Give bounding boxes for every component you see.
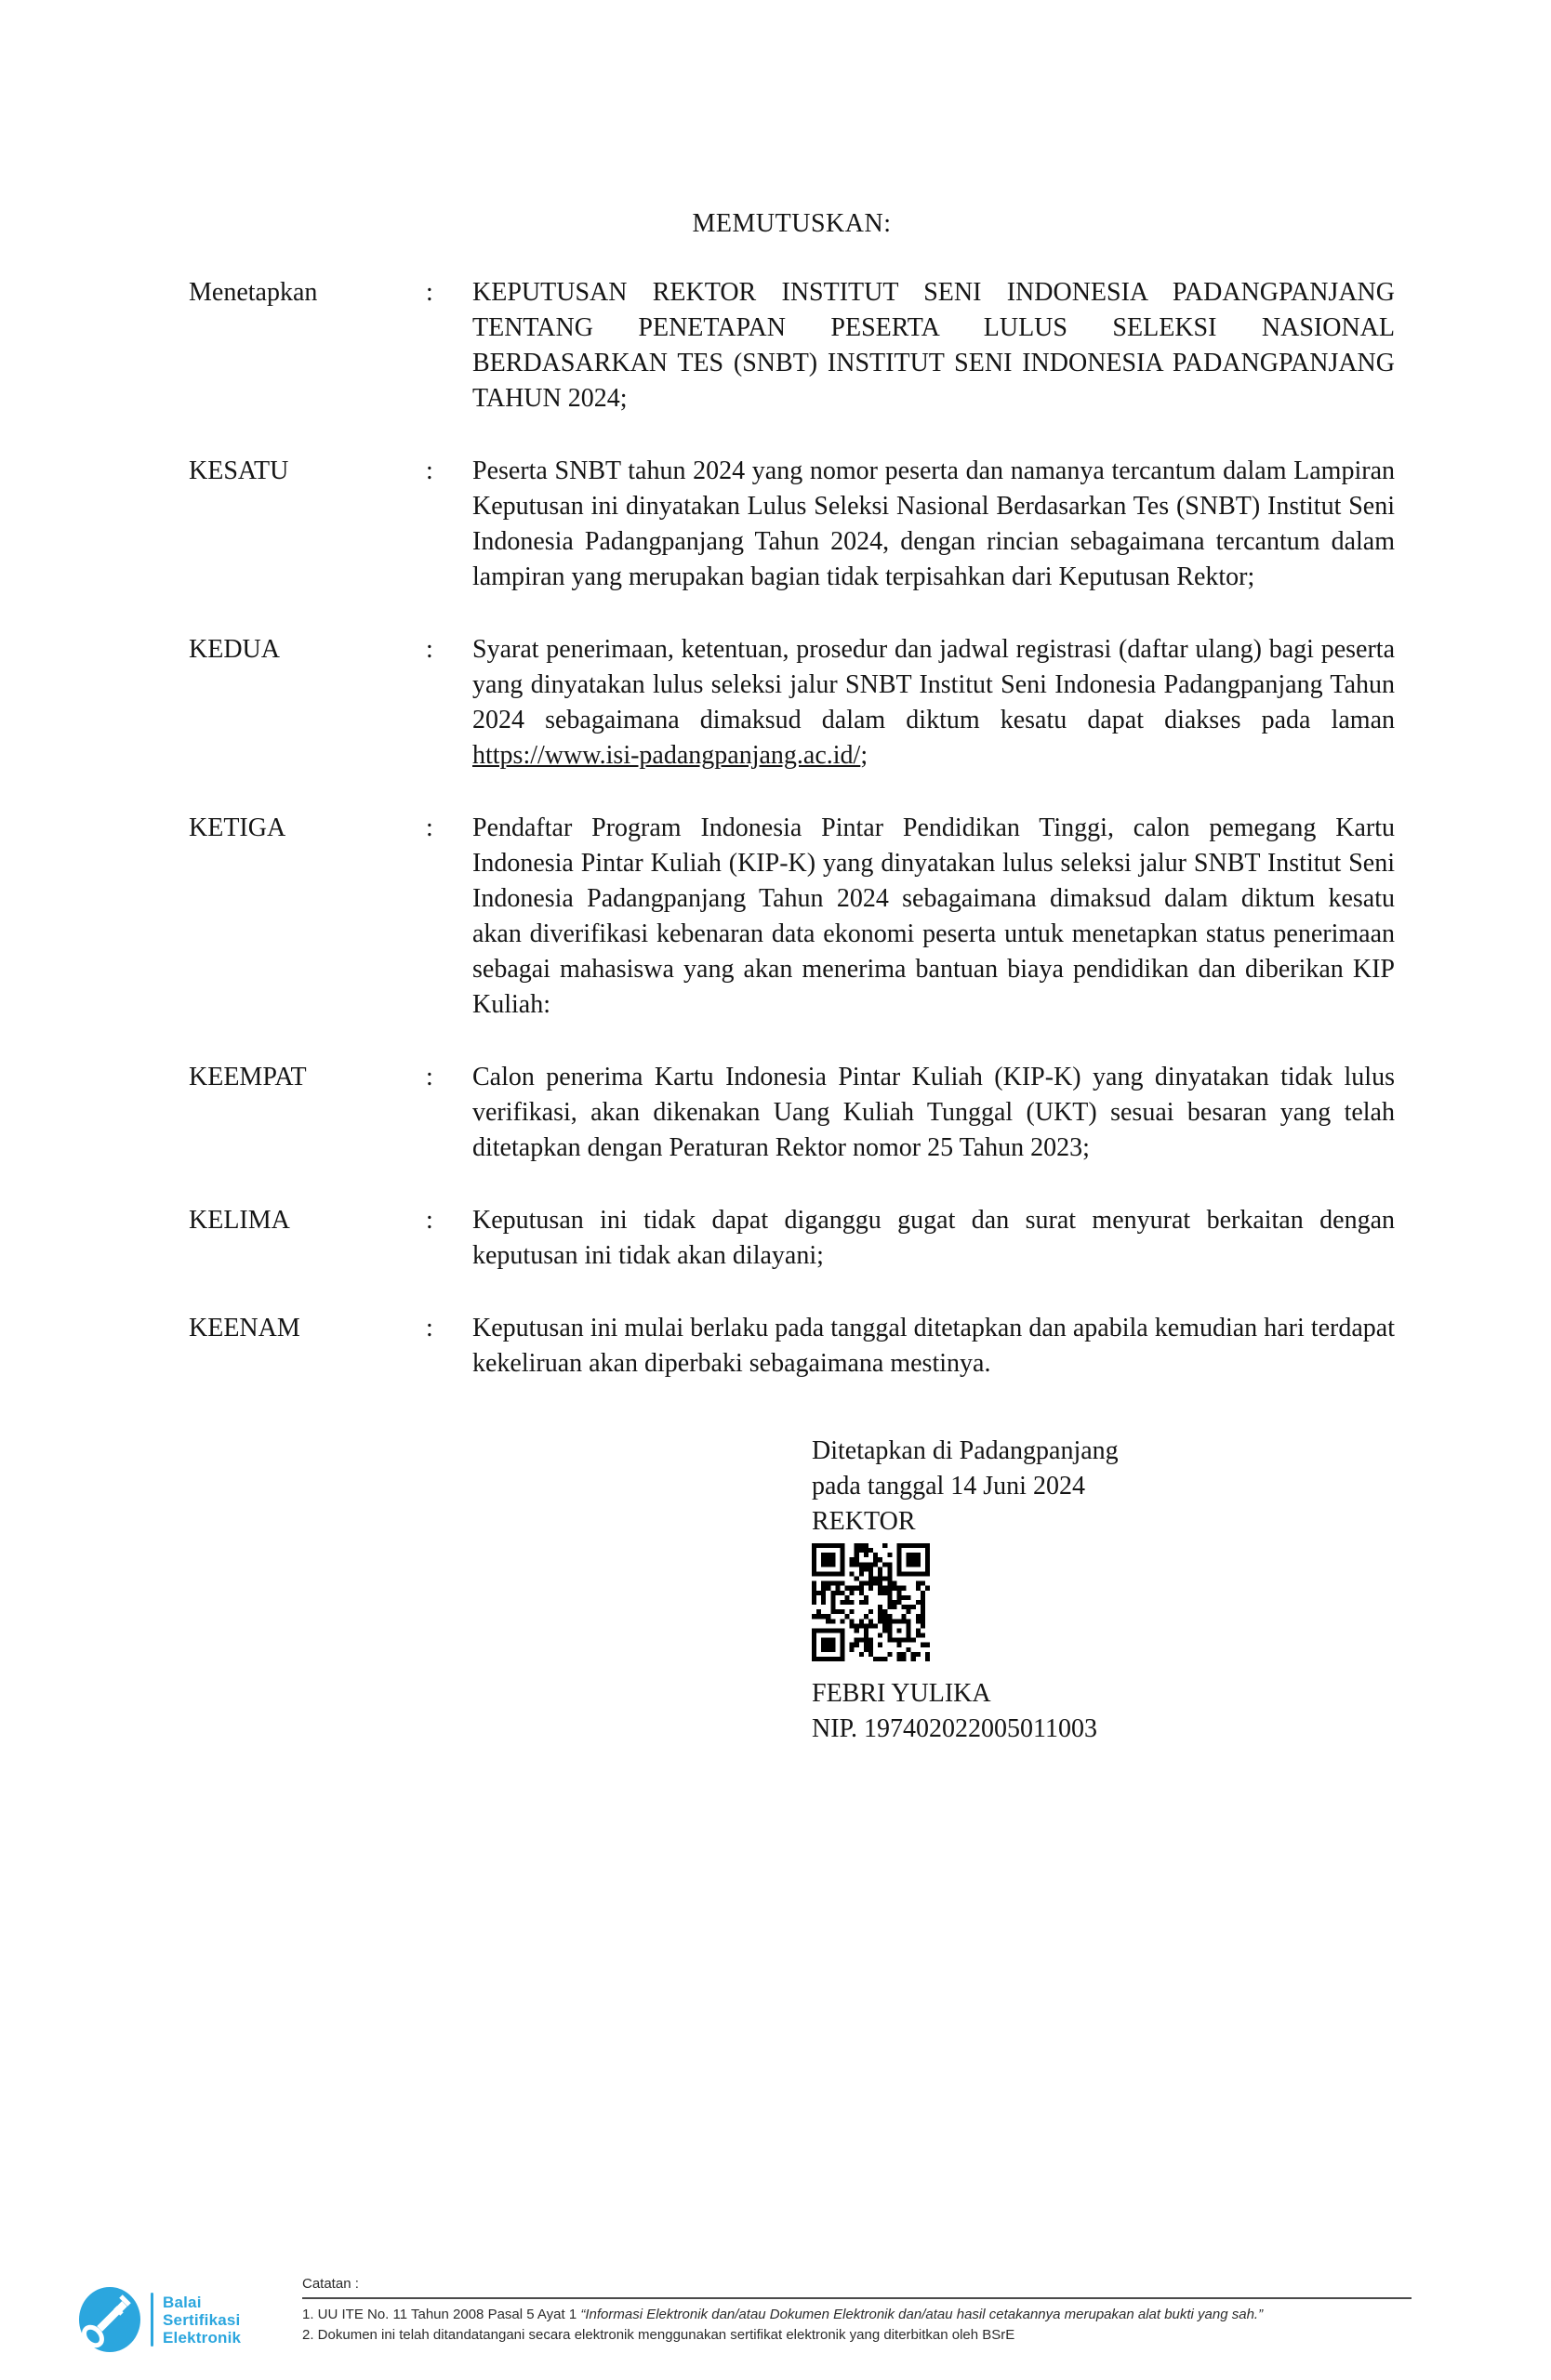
footer-note-1-text: 1. UU ITE No. 11 Tahun 2008 Pasal 5 Ayat 1 [302,2307,581,2322]
decree-item-colon: : [426,635,433,664]
decree-item-colon: : [426,1314,433,1342]
decree-item-colon: : [426,1063,433,1091]
decree-item-colon: : [426,813,433,842]
decree-item-menetapkan [189,275,1395,416]
decree-item-label: KEENAM [189,1314,300,1342]
registration-url-link[interactable]: https://www.isi-padangpanjang.ac.id/ [472,741,861,770]
signer-identity [812,1676,1395,1747]
decree-item-text: Keputusan ini tidak dapat diganggu gugat dan surat menyurat berkaitan dengan keputusan ini tidak akan dilayani; [472,1206,1395,1270]
page-title: MEMUTUSKAN: [692,209,892,238]
catatan-divider [302,2297,1412,2299]
decree-item-label: KETIGA [189,813,286,842]
signer-nip: NIP. 197402022005011003 [812,1714,1097,1743]
decree-body [189,206,1395,1747]
decree-item-text-before-link: Syarat penerimaan, ketentuan, prosedur dan jadwal registrasi (daftar ulang) bagi peserta yang dinyatakan lulus seleksi jalur SNBT Institut Seni Indonesia Padangpanjang Tahun 2024 sebagaimana dimaksud dalam diktum kesatu dapat diakses pada laman [472,635,1395,734]
decree-item-colon: : [426,1206,433,1235]
decree-item-kesatu [189,454,1395,595]
signature-place: Ditetapkan di Padangpanjang [812,1436,1119,1465]
decree-item-label: KEEMPAT [189,1063,307,1091]
decree-item-text: KEPUTUSAN REKTOR INSTITUT SENI INDONESIA PADANGPANJANG TENTANG PENETAPAN PESERTA LULUS SELEKSI NASIONAL BERDASARKAN TES (SNBT) INSTITUT SENI INDONESIA PADANGPANJANG TAHUN 2024; [472,278,1395,413]
bsre-key-icon [77,2285,142,2354]
footer-note-1-quote: “Informasi Elektronik dan/atau Dokumen Elektronik dan/atau hasil cetakannya merupakan alat bukti yang sah.” [580,2307,1264,2322]
qr-code [812,1543,930,1661]
decree-item-keenam [189,1311,1395,1382]
decree-item-keempat [189,1060,1395,1166]
decree-item-text: Calon penerima Kartu Indonesia Pintar Kuliah (KIP-K) yang dinyatakan tidak lulus verifikasi, akan dikenakan Uang Kuliah Tunggal (UKT) sesuai besaran yang telah ditetapkan dengan Peraturan Rektor nomor 25 Tahun 2023; [472,1063,1395,1162]
bsre-logo-line: Elektronik [163,2328,242,2347]
signature-block [812,1434,1395,1747]
decree-item-kedua [189,632,1395,774]
decree-item-label: KELIMA [189,1206,290,1235]
decree-item-label: KESATU [189,456,289,485]
decree-item-label: KEDUA [189,635,280,664]
footer-notes [302,2274,1412,2346]
footer-note-2-text: 2. Dokumen ini telah ditandatangani secara elektronik menggunakan sertifikat elektronik yang diterbitkan oleh BSrE [302,2327,1015,2343]
decree-item-text: Keputusan ini mulai berlaku pada tanggal ditetapkan dan apabila kemudian hari terdapat kekeliruan akan diperbaki sebagaimana mestinya. [472,1314,1395,1378]
decree-item-text: Peserta SNBT tahun 2024 yang nomor peserta dan namanya tercantum dalam Lampiran Keputusan ini dinyatakan Lulus Seleksi Nasional Berdasarkan Tes (SNBT) Institut Seni Indonesia Padangpanjang Tahun 2024, dengan rincian sebagaimana tercantum dalam lampiran yang merupakan bagian tidak terpisahkan dari Keputusan Rektor; [472,456,1395,591]
decree-item-text: Pendaftar Program Indonesia Pintar Pendidikan Tinggi, calon pemegang Kartu Indonesia Pintar Kuliah (KIP-K) yang dinyatakan lulus seleksi jalur SNBT Institut Seni Indonesia Padangpanjang Tahun 2024 sebagaimana dimaksud dalam diktum kesatu akan diverifikasi kebenaran data ekonomi peserta untuk menetapkan status penerimaan sebagai mahasiswa yang akan menerima bantuan biaya pendidikan dan diberikan KIP Kuliah: [472,813,1395,1019]
signature-date: pada tanggal 14 Juni 2024 [812,1472,1085,1501]
footer-note-1 [302,2305,1412,2325]
signature-role: REKTOR [812,1507,916,1536]
decree-item-kelima [189,1203,1395,1274]
decree-item-text [472,632,1395,774]
bsre-logo-line: Balai [163,2293,202,2311]
footer-note-2 [302,2325,1412,2346]
decree-item-colon: : [426,456,433,485]
bsre-logo [77,2285,241,2354]
bsre-logo-text [163,2294,241,2347]
decree-item-colon: : [426,278,433,307]
catatan-label: Catatan : [302,2276,359,2292]
decree-item-ketiga [189,811,1395,1023]
decree-item-text-after-link: ; [860,741,868,770]
signer-name: FEBRI YULIKA [812,1679,991,1708]
bsre-logo-line: Sertifikasi [163,2310,241,2329]
decree-item-label: Menetapkan [189,278,318,307]
logo-divider [151,2293,153,2347]
